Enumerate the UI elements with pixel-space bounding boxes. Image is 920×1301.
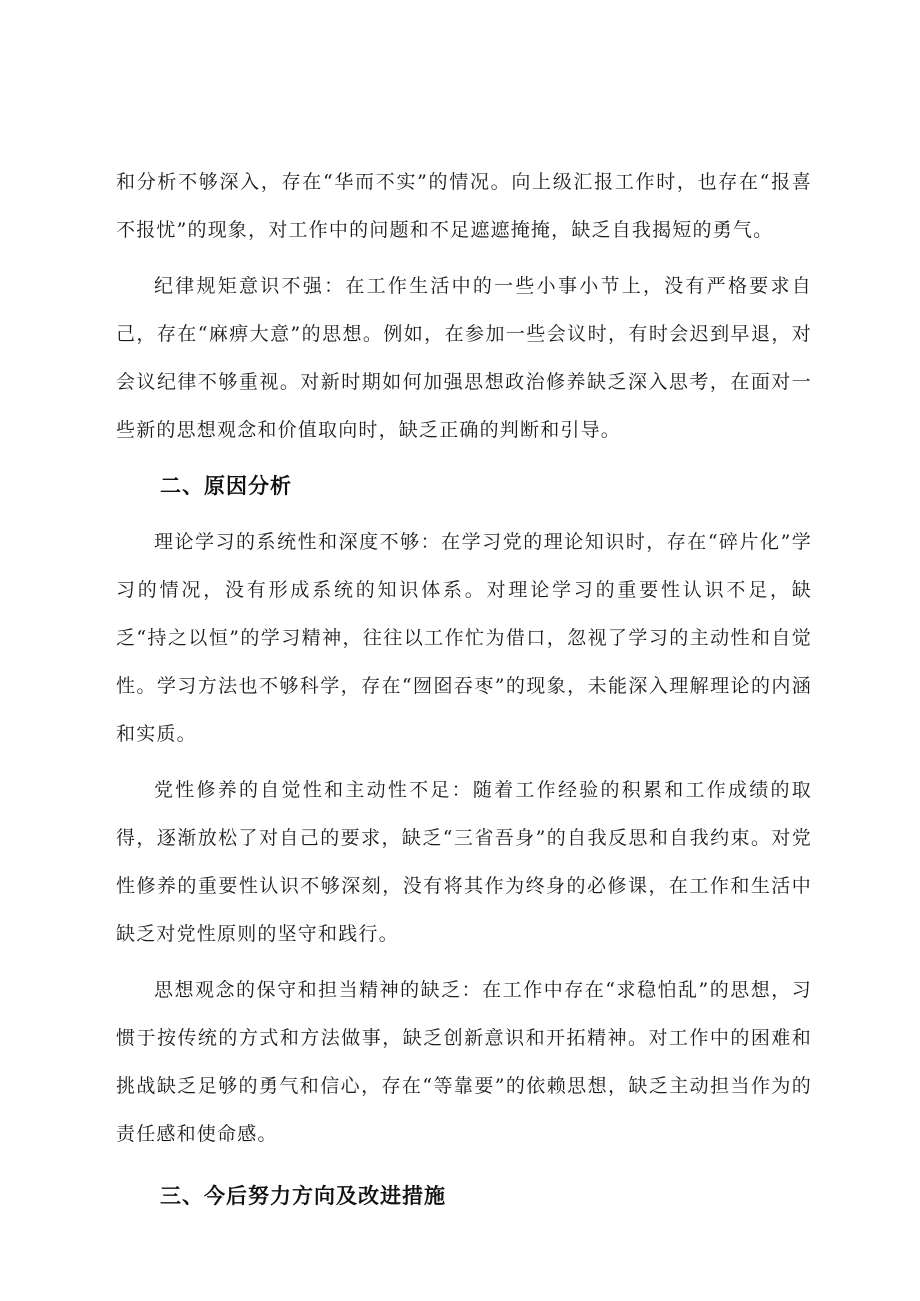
spacer	[116, 1158, 812, 1172]
paragraph-party-cultivation: 党性修养的自觉性和主动性不足：随着工作经验的积累和工作成绩的取得，逐渐放松了对自己的要求，缺乏“三省吾身”的自我反思和自我约束。对党性修养的重要性认识不够深刻，没有将其作为终身的必修课，在工作和生活中缺乏对党性原则的坚守和践行。	[116, 779, 812, 945]
spacer	[116, 254, 812, 262]
spacer	[116, 758, 812, 766]
spacer	[116, 454, 812, 462]
spacer	[116, 510, 812, 518]
document-body	[116, 158, 812, 1220]
paragraph-discipline: 纪律规矩意识不强：在工作生活中的一些小事小节上，没有严格要求自己，存在“麻痹大意”的思想。例如，在参加一些会议时，有时会迟到早退，对会议纪律不够重视。对新时期如何加强思想政治修养缺乏深入思考，在面对一些新的思想观念和价值取向时，缺乏正确的判断和引导。	[116, 275, 812, 441]
paragraph-continued: 和分析不够深入，存在“华而不实”的情况。向上级汇报工作时，也存在“报喜不报忧”的现象，对工作中的问题和不足遮遮掩掩，缺乏自我揭短的勇气。	[116, 171, 812, 241]
section-heading-improvement: 三、今后努力方向及改进措施	[160, 1184, 446, 1208]
spacer	[116, 958, 812, 966]
section-heading-cause-analysis: 二、原因分析	[160, 474, 292, 498]
paragraph-mindset: 思想观念的保守和担当精神的缺乏：在工作中存在“求稳怕乱”的思想，习惯于按传统的方式和方法做事，缺乏创新意识和开拓精神。对工作中的困难和挑战缺乏足够的勇气和信心，存在“等靠要”的依赖思想，缺乏主动担当作为的责任感和使命感。	[116, 979, 812, 1145]
paragraph-theory-study: 理论学习的系统性和深度不够：在学习党的理论知识时，存在“碎片化”学习的情况，没有形成系统的知识体系。对理论学习的重要性认识不足，缺乏“持之以恒”的学习精神，往往以工作忙为借口，忽视了学习的主动性和自觉性。学习方法也不够科学，存在“囫囵吞枣”的现象，未能深入理解理论的内涵和实质。	[116, 531, 812, 745]
